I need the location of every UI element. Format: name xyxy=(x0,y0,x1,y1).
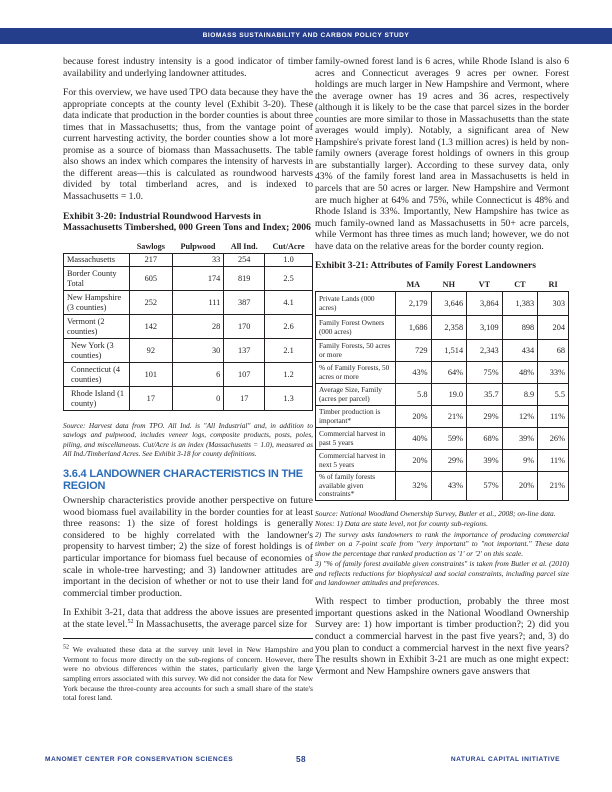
exhibit-3-21-title: Exhibit 3-21: Attributes of Family Forest Landowners xyxy=(315,260,537,272)
exhibit-3-20-source: Source: Harvest data from TPO. All Ind. is "All Industrial" and, in addition to sawlogs and pulpwood, includes veneer logs, composite products, posts, poles, piling, and miscellaneous. Cut/Acre is an index (Massachusetts = 1.0), measured as All Ind./Timberland Acres. See Exhibit 3-18 for county definitions. xyxy=(63,421,313,458)
table-cell: 137 xyxy=(224,339,265,363)
table-row xyxy=(316,406,569,428)
table-cell: 64% xyxy=(431,362,467,384)
table-cell: 20% xyxy=(502,472,538,501)
table-cell: 11% xyxy=(538,406,569,428)
col-header-cut-acre: Cut/Acre xyxy=(265,241,313,254)
table-cell: 9% xyxy=(502,450,538,472)
exhibit-3-21-source: Source: National Woodland Ownership Survey, Butler et al., 2008; on-line data. xyxy=(315,509,556,519)
table-cell: 6 xyxy=(172,363,224,387)
left-paragraph-1: because forest industry intensity is a good indicator of timber availability and underlying landowner attitudes. xyxy=(63,56,313,79)
paragraph-text-tail: In Massachusetts, the average parcel size for xyxy=(133,618,308,630)
col-header-sawlogs: Sawlogs xyxy=(130,241,173,254)
col-header-ri: RI xyxy=(538,279,569,292)
table-corner-cell xyxy=(64,241,130,254)
table-cell: 3,109 xyxy=(467,316,503,340)
table-cell: 729 xyxy=(396,340,432,362)
row-label: New Hampshire (3 counties) xyxy=(64,291,130,315)
table-cell: 204 xyxy=(538,316,569,340)
table-cell: 39% xyxy=(467,450,503,472)
footnote-ref[interactable]: 52 xyxy=(127,618,134,625)
table-cell: 8.9 xyxy=(502,384,538,406)
note-2: 2) The survey asks landowners to rank the importance of producing commercial timber on a 7-point scale from "very important" to "not important." These data show the percentage that ranked production as '1' or '2' on this scale. xyxy=(315,529,569,558)
table-cell: 48% xyxy=(502,362,538,384)
table-row xyxy=(64,291,313,315)
table-cell: 28 xyxy=(172,315,224,339)
table-cell: 303 xyxy=(538,292,569,316)
table-cell: 170 xyxy=(224,315,265,339)
table-cell: 2.1 xyxy=(265,339,313,363)
table-cell: 142 xyxy=(130,315,173,339)
running-header: BIOMASS SUSTAINABILITY AND CARBON POLICY STUDY xyxy=(202,32,410,39)
table-cell: 2,358 xyxy=(431,316,467,340)
exhibit-3-20-table xyxy=(63,241,313,412)
table-cell: 1,383 xyxy=(502,292,538,316)
table-cell: 20% xyxy=(396,406,432,428)
table-cell: 101 xyxy=(130,363,173,387)
row-label: Private Lands (000 acres) xyxy=(316,292,396,316)
table-cell: 819 xyxy=(224,267,265,291)
footer-publisher: MANOMET CENTER FOR CONSERVATION SCIENCES xyxy=(45,756,234,763)
table-row xyxy=(316,428,569,450)
table-cell: 57% xyxy=(467,472,503,501)
exhibit-3-21-notes xyxy=(315,509,569,587)
left-paragraph-4 xyxy=(63,607,313,630)
row-label: Commercial harvest in past 5 years xyxy=(316,428,396,450)
table-row xyxy=(64,339,313,363)
table-cell: 1,514 xyxy=(431,340,467,362)
table-cell: 12% xyxy=(502,406,538,428)
table-cell: 387 xyxy=(224,291,265,315)
table-cell: 0 xyxy=(172,387,224,411)
table-cell: 254 xyxy=(224,254,265,267)
table-cell: 20% xyxy=(396,450,432,472)
table-cell: 68% xyxy=(467,428,503,450)
table-cell: 17 xyxy=(130,387,173,411)
table-row xyxy=(64,363,313,387)
table-cell: 1.0 xyxy=(265,254,313,267)
table-cell: 5.8 xyxy=(396,384,432,406)
table-cell: 1.3 xyxy=(265,387,313,411)
table-cell: 40% xyxy=(396,428,432,450)
col-header-ma: MA xyxy=(396,279,432,292)
row-label: Average Size, Family (acres per parcel) xyxy=(316,384,396,406)
table-cell: 43% xyxy=(396,362,432,384)
header-bar xyxy=(0,28,612,44)
table-cell: 2,179 xyxy=(396,292,432,316)
table-cell: 33 xyxy=(172,254,224,267)
table-cell: 21% xyxy=(431,406,467,428)
footer-initiative: NATURAL CAPITAL INITIATIVE xyxy=(450,756,560,763)
table-cell: 252 xyxy=(130,291,173,315)
right-paragraph-2: With respect to timber production, probably the three most important questions asked in the National Woodland Ownership Survey are: 1) how important is timber production?; 2) did you conduct a commercial harvest in the past five years?; and, 3) do you plan to conduct a commercial harvest in the next five years? The results shown in Exhibit 3-21 are much as one might expect: Vermont and New Hampshire owners gave answers that xyxy=(315,596,569,677)
paragraph-text: In Exhibit 3-21, data that address the above issues are presented at the state level. xyxy=(63,607,313,630)
table-cell: 3,864 xyxy=(467,292,503,316)
table-row xyxy=(64,387,313,411)
row-label: New York (3 counties) xyxy=(64,339,130,363)
row-label: % of Family Forests, 50 acres or more xyxy=(316,362,396,384)
exhibit-3-21-table xyxy=(315,279,569,501)
exhibit-3-20-title: Exhibit 3-20: Industrial Roundwood Harvests in Massachusetts Timbershed, 000 Green Tons and Index; 2006 xyxy=(63,210,311,234)
table-row xyxy=(316,450,569,472)
table-row xyxy=(316,362,569,384)
table-cell: 17 xyxy=(224,387,265,411)
table-cell: 29% xyxy=(467,406,503,428)
table-header-row xyxy=(316,279,569,292)
table-cell: 2,343 xyxy=(467,340,503,362)
footnote-number: 52 xyxy=(63,644,69,651)
table-cell: 59% xyxy=(431,428,467,450)
note-1: Notes: 1) Data are state level, not for county sub-regions. xyxy=(315,519,488,529)
footnote-block xyxy=(63,638,313,703)
row-label: Commercial harvest in next 5 years xyxy=(316,450,396,472)
table-cell: 107 xyxy=(224,363,265,387)
table-row xyxy=(64,315,313,339)
table-row xyxy=(316,292,569,316)
table-cell: 174 xyxy=(172,267,224,291)
left-paragraph-3: Ownership characteristics provide another perspective on future wood biomass fuel availability in the border counties for at least three reasons: 1) the size of forest holdings is generally considered to be highly correlated with the landowner's propensity to harvest timber; 2) the size of forest holdings is of particular importance for biomass fuel because of economies of scale in whole-tree harvesting; and 3) landowner attitudes are important in the decision of whether or not to use their land for commercial timber production. xyxy=(63,495,313,599)
row-label: Family Forests, 50 acres or more xyxy=(316,340,396,362)
left-column xyxy=(63,56,313,703)
table-cell: 2.6 xyxy=(265,315,313,339)
row-label: Border County Total xyxy=(64,267,130,291)
row-label: Massachusetts xyxy=(64,254,130,267)
table-row xyxy=(316,316,569,340)
col-header-ct: CT xyxy=(502,279,538,292)
col-header-vt: VT xyxy=(467,279,503,292)
table-cell: 75% xyxy=(467,362,503,384)
col-header-pulpwood: Pulpwood xyxy=(172,241,224,254)
table-cell: 1,686 xyxy=(396,316,432,340)
table-row xyxy=(64,267,313,291)
table-cell: 1.2 xyxy=(265,363,313,387)
table-cell: 434 xyxy=(502,340,538,362)
right-paragraph-1: family-owned forest land is 6 acres, while Rhode Island is also 6 acres and Connecticut averages 9 acres per owner. Forest holdings are much larger in New Hampshire and Vermont, where the average owner has 19 acres and 36 acres, respectively (although it is likely to be the case that parcel sizes in the border counties are more similar to those in Massachusetts than the state averages would imply). Notably, a significant area of New Hampshire's private forest land (1.3 million acres) is held by non-family owners (average forest holdings of owners in this group are substantially larger). According to these survey data, only 43% of the family forest land area in Massachusetts is held in parcels that are 50 acres or larger. New Hampshire and Vermont are much higher at 64% and 75%, while Connecticut is 48% and Rhode Island is 33%. Importantly, New Hampshire has twice as much family-owned land as Massachusetts in 50+ acre parcels, while Vermont has three times as much land; however, we do not have data on the relative areas for the border county region. xyxy=(315,56,569,252)
table-cell: 4.1 xyxy=(265,291,313,315)
table-cell: 35.7 xyxy=(467,384,503,406)
table-cell: 5.5 xyxy=(538,384,569,406)
row-label: % of family forests available given constraints* xyxy=(316,472,396,501)
left-paragraph-2: For this overview, we have used TPO data because they have the appropriate concepts at the county level (Exhibit 3-20). These data indicate that production in the border counties is about three times that in Massachusetts; thus, from the vantage point of current harvesting activity, the border counties show a lot more promise as a source of biomass than Massachusetts. The table also shows an index which compares the intensity of harvests in the different areas—this is calculated as roundwood harvests divided by total timberland acres, and is indexed to Massachusetts = 1.0. xyxy=(63,87,313,203)
section-heading: 3.6.4 LANDOWNER CHARACTERISTICS IN THE REGION xyxy=(63,468,303,493)
row-label: Family Forest Owners (000 acres) xyxy=(316,316,396,340)
table-cell: 26% xyxy=(538,428,569,450)
table-cell: 21% xyxy=(538,472,569,501)
table-cell: 898 xyxy=(502,316,538,340)
table-cell: 11% xyxy=(538,450,569,472)
table-row xyxy=(64,254,313,267)
row-label: Vermont (2 counties) xyxy=(64,315,130,339)
table-row xyxy=(316,472,569,501)
table-cell: 43% xyxy=(431,472,467,501)
table-cell: 2.5 xyxy=(265,267,313,291)
table-cell: 30 xyxy=(172,339,224,363)
table-cell: 92 xyxy=(130,339,173,363)
table-corner-cell xyxy=(316,279,396,292)
table-cell: 39% xyxy=(502,428,538,450)
table-cell: 217 xyxy=(130,254,173,267)
page-number: 58 xyxy=(296,755,307,764)
table-cell: 3,646 xyxy=(431,292,467,316)
table-row xyxy=(316,340,569,362)
note-3: 3) "% of family forest available given constraints" is taken from Butler et al. (2010) and reflects reductions for biophysical and social constraints, including parcel size and landowner attitudes and preferences. xyxy=(315,559,569,587)
table-cell: 68 xyxy=(538,340,569,362)
footnote-text: We evaluated these data at the survey unit level in New Hampshire and Vermont to focus more directly on the sub-regions of concern. However, there were no obvious differences within the states, particularly given the large sampling errors associated with this survey. We did not consider the data for New York because the three-county area accounts for such a small share of the state's total forest land. xyxy=(63,645,314,703)
table-header-row xyxy=(64,241,313,254)
col-header-all-ind: All Ind. xyxy=(224,241,265,254)
col-header-nh: NH xyxy=(431,279,467,292)
right-column xyxy=(315,56,569,685)
table-cell: 605 xyxy=(130,267,173,291)
row-label: Rhode Island (1 county) xyxy=(64,387,130,411)
row-label: Timber production is important* xyxy=(316,406,396,428)
table-cell: 111 xyxy=(172,291,224,315)
table-cell: 29% xyxy=(431,450,467,472)
row-label: Connecticut (4 counties) xyxy=(64,363,130,387)
table-cell: 19.0 xyxy=(431,384,467,406)
table-cell: 33% xyxy=(538,362,569,384)
page-footer xyxy=(0,756,612,768)
footnote-52 xyxy=(63,645,313,703)
table-row xyxy=(316,384,569,406)
table-cell: 32% xyxy=(396,472,432,501)
